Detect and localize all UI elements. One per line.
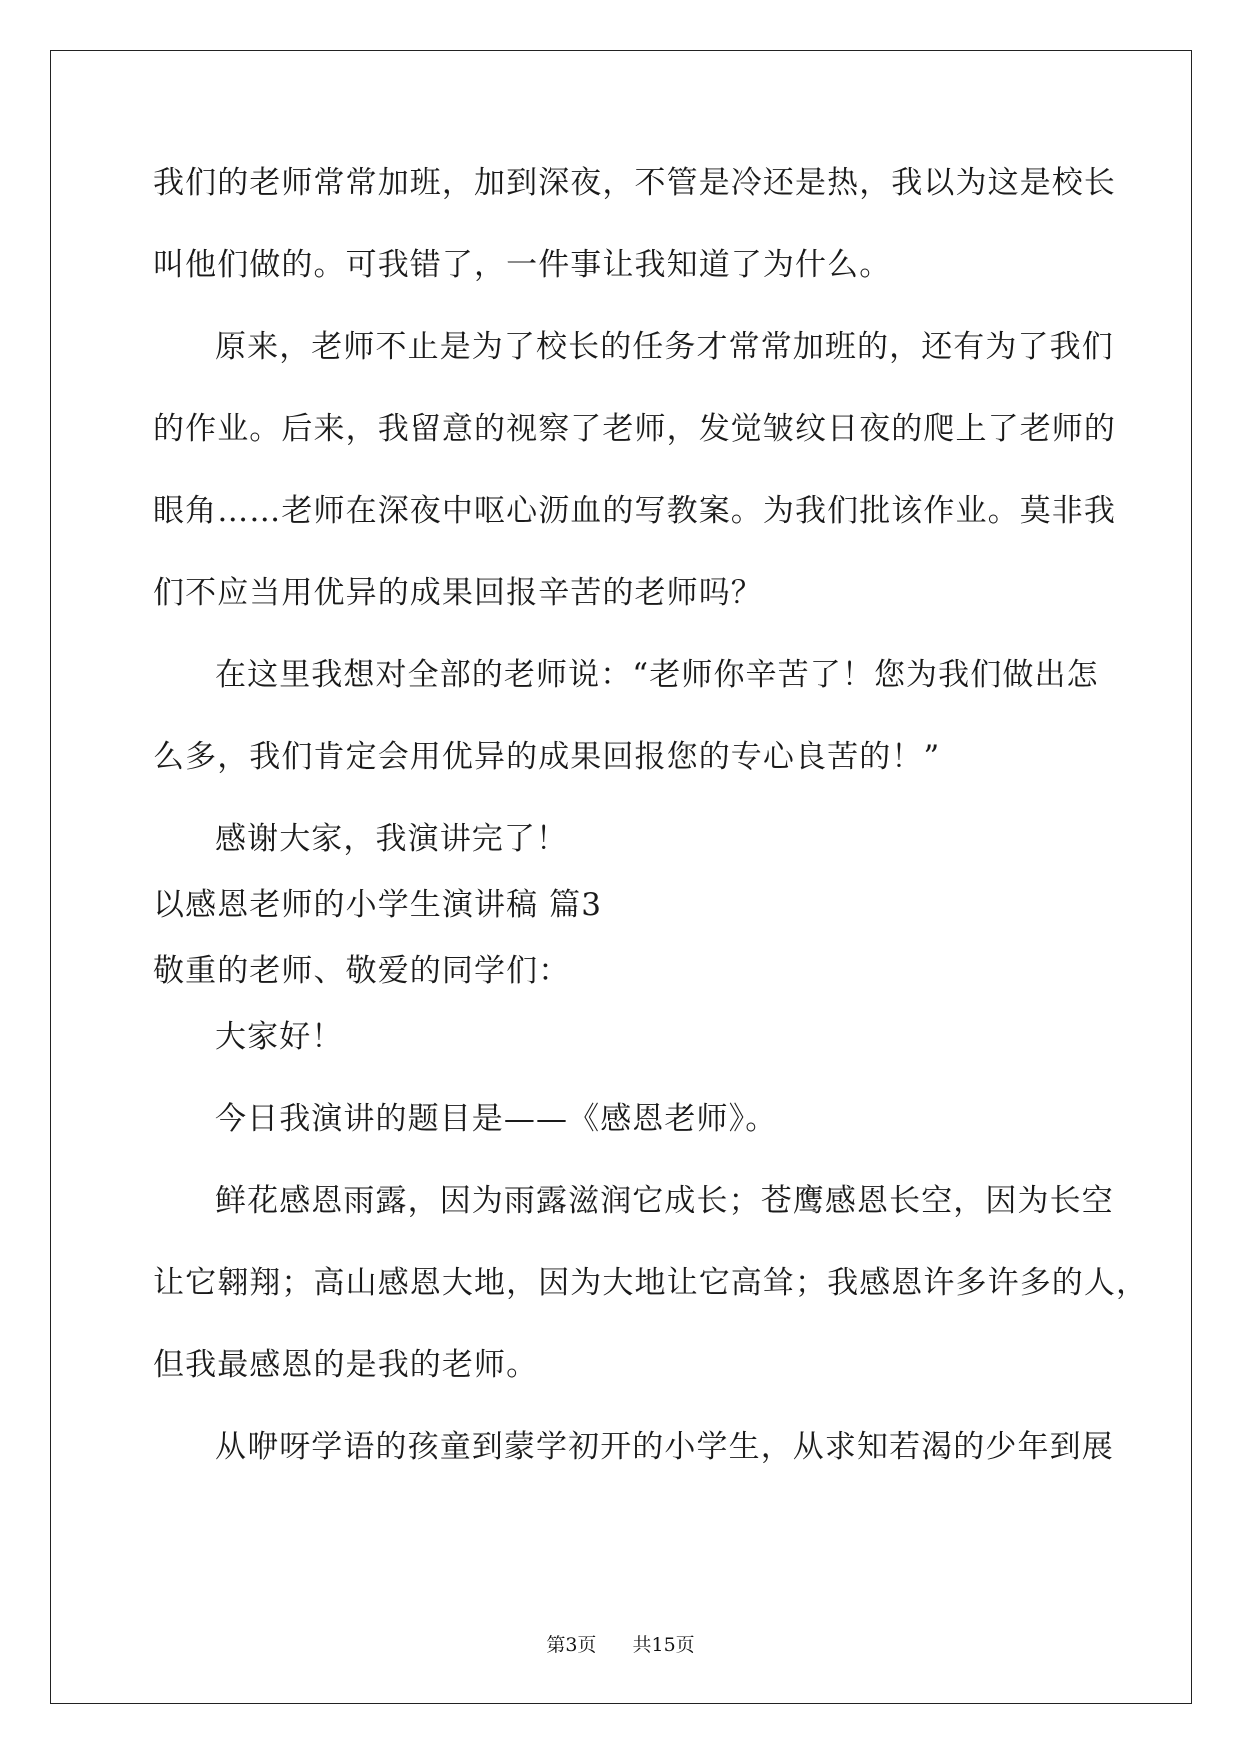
paragraph-line: 今日我演讲的题目是——《感恩老师》。 [215,1101,778,1137]
section-heading: 以感恩老师的小学生演讲稿 篇3 [153,887,603,923]
paragraph-line: 让它翱翔；高山感恩大地，因为大地让它高耸；我感恩许多许多的人， [153,1265,1149,1301]
paragraph-line: 我们的老师常常加班，加到深夜，不管是冷还是热，我以为这是校长 [153,165,1116,201]
page-total: 共15页 [632,1634,695,1656]
paragraph-line: 感谢大家，我演讲完了！ [215,821,569,857]
paragraph-line: 么多，我们肯定会用优异的成果回报您的专心良苦的！” [153,739,941,775]
paragraph-line: 但我最感恩的是我的老师。 [153,1347,539,1383]
page-number: 第3页 [546,1634,597,1656]
paragraph-line: 从咿呀学语的孩童到蒙学初开的小学生，从求知若渴的少年到展 [215,1429,1114,1465]
paragraph-line: 眼角……老师在深夜中呕心沥血的写教案。为我们批该作业。莫非我 [153,493,1116,529]
document-body [153,158,1149,1504]
greeting: 大家好！ [215,1019,344,1055]
paragraph-line: 们不应当用优异的成果回报辛苦的老师吗？ [153,575,763,611]
salutation: 敬重的老师、敬爱的同学们： [153,953,571,989]
page-footer [0,1630,1241,1657]
paragraph-line: 鲜花感恩雨露，因为雨露滋润它成长；苍鹰感恩长空，因为长空 [215,1183,1114,1219]
paragraph-line: 在这里我想对全部的老师说：“老师你辛苦了！您为我们做出怎 [215,657,1099,693]
paragraph-line: 的作业。后来，我留意的视察了老师，发觉皱纹日夜的爬上了老师的 [153,411,1116,447]
paragraph-line: 原来，老师不止是为了校长的任务才常常加班的，还有为了我们 [215,329,1114,365]
paragraph-line: 叫他们做的。可我错了，一件事让我知道了为什么。 [153,247,892,283]
